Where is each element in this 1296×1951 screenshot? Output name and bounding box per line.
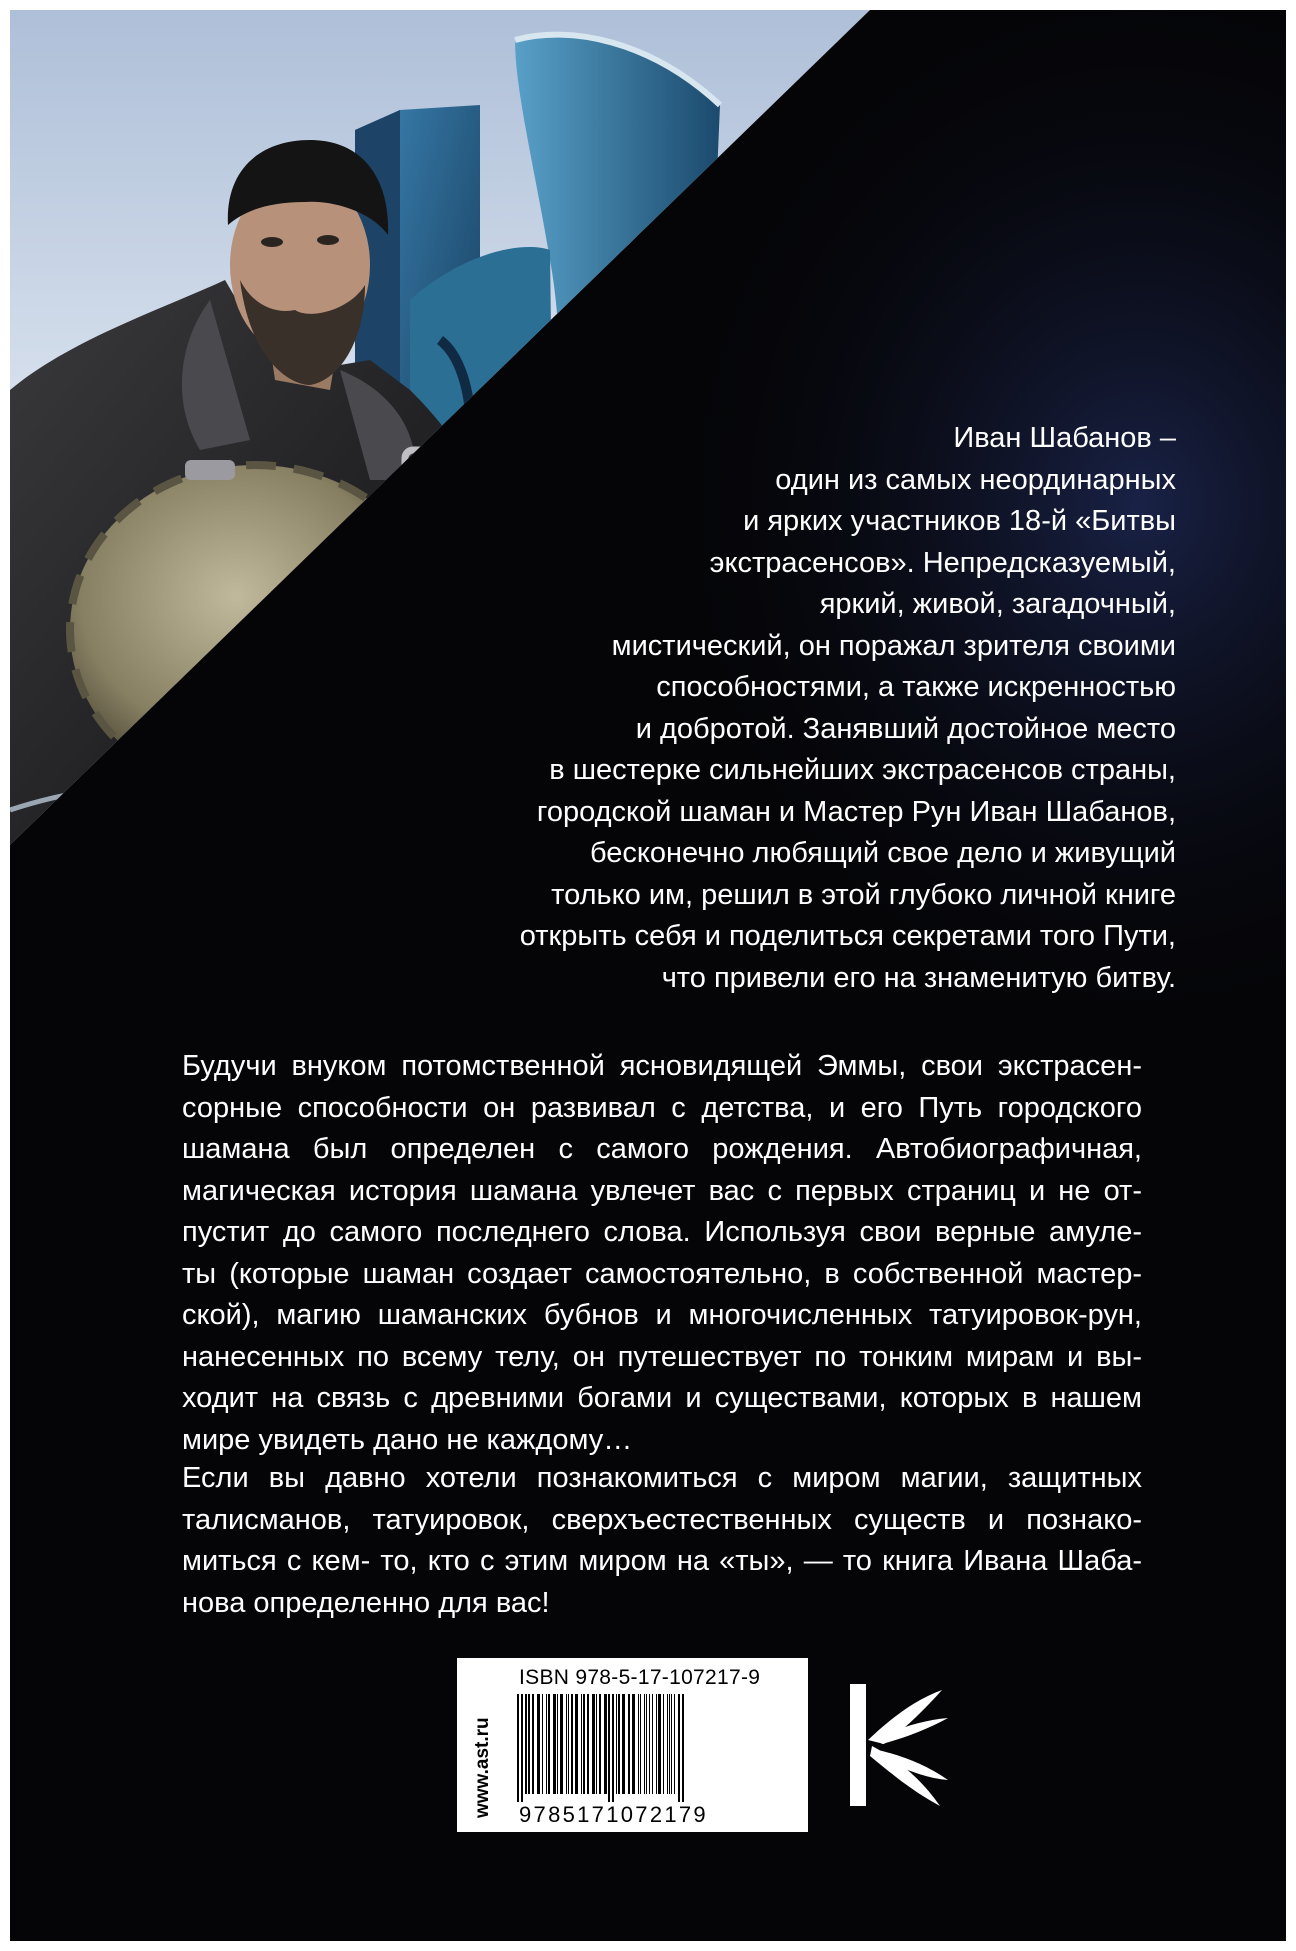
barcode-bar — [521, 1694, 523, 1802]
barcode-bar — [581, 1694, 582, 1794]
bio-line: в шестерке сильнейших экстрасенсов страны, — [549, 754, 1176, 786]
paragraph-line: мире увидеть дано не каждому… — [182, 1423, 633, 1456]
bio-line: мистический, он поражал зрителя своими — [611, 629, 1176, 662]
bio-line: открыть себя и поделиться секретами того Пути, — [519, 920, 1176, 952]
bio-line: бесконечно любящий свое дело и живущий — [589, 837, 1176, 869]
barcode-bar — [652, 1694, 653, 1794]
barcode-bar — [542, 1694, 543, 1794]
bio-line: и ярких участников 18-й «Битвы — [743, 505, 1176, 537]
bio-line: что привели его на знаменитую битву. — [661, 961, 1176, 994]
barcode-label — [457, 1658, 808, 1832]
paragraph-line: Если вы давно хотели познакомиться с миром магии, защитных — [182, 1462, 1142, 1494]
barcode-bar — [616, 1694, 617, 1794]
barcode-bar — [608, 1694, 610, 1802]
bio-line: и добротой. Занявший достойное место — [635, 712, 1176, 745]
barcode-bar — [560, 1694, 563, 1794]
barcode-bar — [669, 1694, 670, 1794]
bio-line: только им, решил в этой глубоко личной книге — [551, 878, 1176, 911]
barcode-bar — [575, 1694, 578, 1794]
barcode-bar — [644, 1694, 645, 1794]
barcode-bar — [568, 1694, 569, 1794]
barcode-bar — [682, 1694, 684, 1802]
barcode-bar — [596, 1694, 597, 1794]
barcode-bar — [532, 1694, 534, 1794]
bio-line: городской шаман и Мастер Рун Иван Шабанов, — [536, 795, 1176, 828]
barcode-bar — [546, 1694, 547, 1794]
barcode-bar — [517, 1694, 519, 1802]
bio-line: яркий, живой, загадочный, — [819, 588, 1176, 620]
barcode-bar — [628, 1694, 630, 1794]
barcode-bar — [632, 1694, 635, 1794]
barcode-bar — [640, 1694, 641, 1794]
bio-line: экстрасенсов». Непредсказуемый, — [709, 546, 1176, 579]
book-back-cover — [10, 10, 1286, 1941]
description-paragraph-2 — [182, 1458, 1142, 1624]
isbn-number: ISBN 978-5-17-107217-9 — [519, 1666, 761, 1689]
barcode-bar — [592, 1694, 595, 1794]
barcode-bar — [525, 1694, 527, 1794]
bio-line: способностями, а также искренностью — [656, 671, 1176, 703]
barcode-bar — [583, 1694, 585, 1794]
barcode-bar — [678, 1694, 680, 1802]
barcode-bar — [671, 1694, 672, 1794]
barcode-bar — [599, 1694, 601, 1794]
description-paragraph-1 — [182, 1046, 1142, 1461]
barcode-bar — [553, 1694, 556, 1794]
barcode-bar — [658, 1694, 661, 1794]
publisher-logo — [844, 1680, 954, 1810]
barcode-bar — [638, 1694, 639, 1794]
paragraph-line: сорные способности он развивал с детства, и его Путь городского — [182, 1091, 1142, 1124]
paragraph-line: ходит на связь с древними богами и существами, которых в нашем — [182, 1382, 1142, 1414]
barcode-bar — [571, 1694, 573, 1794]
barcode-bar — [566, 1694, 567, 1794]
barcode-bar — [548, 1694, 550, 1794]
barcode-bar — [646, 1694, 647, 1794]
paragraph-line: миться с кем- то, кто с этим миром на «ты», — то книга Ивана Шаба- — [182, 1545, 1142, 1577]
barcode-bar — [557, 1694, 558, 1794]
bio-line: Иван Шабанов – — [953, 422, 1176, 454]
bio-line: один из самых неординарных — [775, 463, 1176, 496]
barcode-bar — [649, 1694, 650, 1794]
author-bio — [356, 418, 1176, 999]
barcode-bar — [663, 1694, 664, 1794]
paragraph-line: пустит до самого последнего слова. Используя свои верные амуле- — [182, 1216, 1142, 1248]
paragraph-line: нанесенных по всему телу, он путешествует по тонким мирам и вы- — [182, 1340, 1142, 1373]
publisher-site — [463, 1666, 497, 1824]
barcode-bar — [612, 1694, 614, 1802]
paragraph-line: ты (которые шаман создает самостоятельно, в собственной мастер- — [182, 1257, 1142, 1290]
barcode-bar — [528, 1694, 530, 1794]
barcode-bar — [674, 1694, 675, 1794]
barcode-bar — [622, 1694, 625, 1794]
barcode-bars — [515, 1694, 799, 1802]
svg-text:www.ast.ru: www.ast.ru — [472, 1717, 493, 1818]
barcode-bar — [537, 1694, 540, 1794]
paragraph-line: нова определенно для вас! — [182, 1586, 550, 1619]
barcode-bar — [604, 1694, 607, 1794]
paragraph-line: талисманов, татуировок, сверхъестественных существ и познако- — [182, 1503, 1142, 1536]
barcode-bar — [618, 1694, 620, 1794]
barcode-bar — [667, 1694, 668, 1794]
barcode-bar — [587, 1694, 589, 1794]
paragraph-line: ской), магию шаманских бубнов и многочисленных татуировок-рун, — [182, 1299, 1142, 1331]
barcode-bar — [656, 1694, 657, 1794]
paragraph-line: шамана был определен с самого рождения. Автобиографичная, — [182, 1133, 1142, 1165]
ean-number: 9785171072179 — [519, 1802, 708, 1827]
paragraph-line: Будучи внуком потомственной ясновидящей Эммы, свои экстрасен- — [182, 1050, 1142, 1082]
paragraph-line: магическая история шамана увлечет вас с первых страниц и не от- — [182, 1174, 1142, 1207]
